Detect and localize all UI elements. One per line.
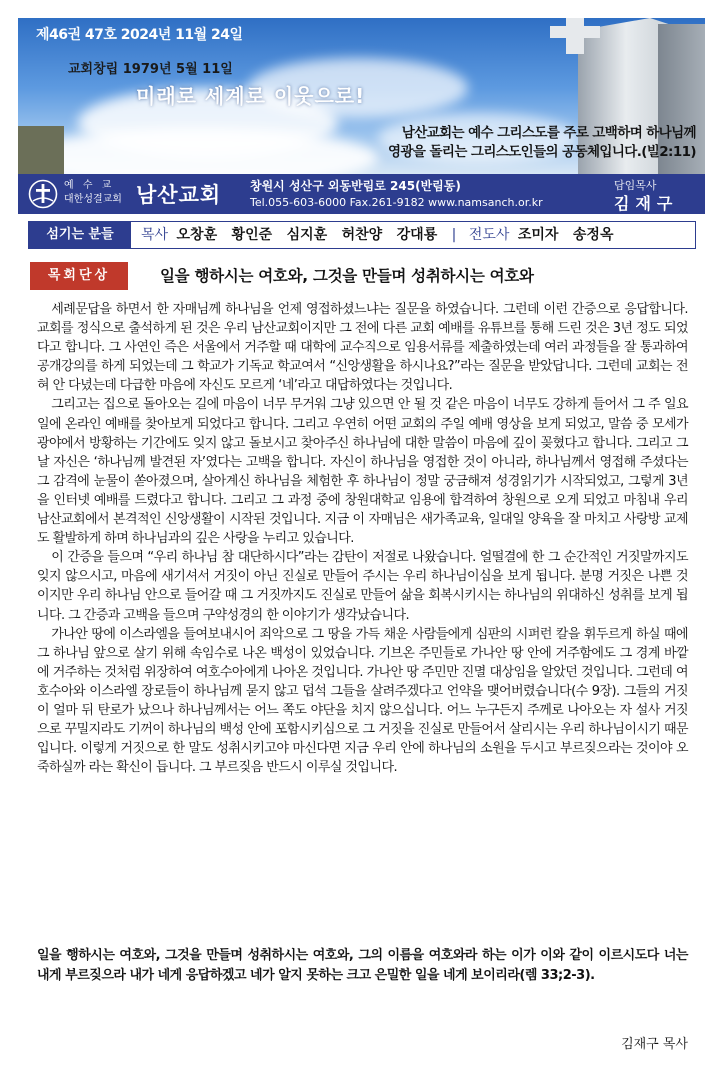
role-evangelist: 전도사 xyxy=(468,227,510,243)
church-address: 창원시 성산구 외동반림로 245(반림동) xyxy=(250,179,461,193)
senior-pastor-name: 김재구 xyxy=(614,194,679,213)
church-logo-icon xyxy=(28,179,58,209)
article-paragraph: 그리고는 집으로 돌아오는 길에 마음이 너무 무거워 그냥 있으면 안 될 것 같은 마음이 너무도 강하게 들어서 그 주 일요일에 온라인 예배를 찾아보게 되었다고 합니다. 그리고 우연히 어떤 교회의 주일 예배 영상을 보게 되었고, 말씀 중 모세가 광야에서 방황하는 기간에도 잊지 않고 돌보시고 찾아주신 하나님에 대한 말씀이 마음에 깊이 꽂혔다고 합니다. 그리고 그날 자신은 ‘하나님께 발견된 자’였다는 고백을 합니다. 자신이 하나님을 영접한 것이 아니라, 하나님께서 영접해 주셨다는 그 감격에 눈물이 쏟아졌으며, 살아계신 하나님을 체험한 후 하나님이 정말 궁금해져 성경읽기가 시작되었고, 그렇게 3년을 인터넷 예배를 드렸다고 합니다. 그리고 그 과정 중에 창원대학교 임용에 합격하여 창원으로 오게 되었고 마침내 우리 남산교회에서 본격적인 신앙생활이 시작된 것입니다. 지금 이 자매님은 새가족교육, 일대일 양육을 잘 마치고 사랑방 교제도 활발하게 하며 하나님과의 깊은 사랑을 누리고 있습니다. xyxy=(37,397,688,547)
servants-label: 섬기는 분들 xyxy=(29,222,131,248)
church-name: 남산교회 xyxy=(136,183,222,207)
pastor-role-label: 담임목사 xyxy=(614,179,657,192)
denomination-line: 예 수 교 xyxy=(64,180,115,191)
church-motto: 미래로 세계로 이웃으로! xyxy=(136,84,366,108)
church-contact: Tel.055-603-6000 Fax.261-9182 www.namsanch.or.kr xyxy=(250,196,543,209)
servant-name: 송정옥 xyxy=(572,227,614,243)
servant-name: 조미자 xyxy=(517,227,559,243)
servant-name: 강대룡 xyxy=(396,227,438,243)
role-separator: | xyxy=(451,227,457,243)
servant-name: 황인준 xyxy=(231,227,273,243)
denomination xyxy=(64,179,122,207)
denomination-line: 대한성결교회 xyxy=(64,194,122,205)
issue-info: 제46권 47호 2024년 11월 24일 xyxy=(36,27,243,43)
church-info-bar xyxy=(18,174,705,214)
servant-name: 오창훈 xyxy=(176,227,218,243)
servant-name: 심지훈 xyxy=(286,227,328,243)
mission-statement xyxy=(268,124,696,162)
article-paragraph: 가나안 땅에 이스라엘을 들여보내시어 죄악으로 그 땅을 가득 채운 사람들에게 심판의 시퍼런 칼을 휘두르게 하실 때에 그 하나님 앞으로 살기 위해 속임수로 나온 백성이 있었습니다. 기브온 주민들로 가나안 땅 안에 거주함에도 그 경계 바깥에 거주하는 것처럼 위장하여 여호수아에게 나아온 것입니다. 가나안 땅 주민만 진멸 대상임을 알았던 것입니다. 그런데 여호수아와 이스라엘 장로들이 하나님께 묻지 않고 덥석 그들을 살려주겠다고 언약을 맺어버렸습니다(수 9장). 그들의 거짓이 얼마 뒤 탄로가 났으나 하나님께서는 어느 쪽도 야단을 치지 않으십니다. 어느 누구든지 주께로 나아오는 자 설사 거짓으로 꾸밀지라도 기꺼이 하나님의 백성 안에 포함시키심으로 그 거짓을 진실로 만들어서 살리시는 우리 하나님이시기 때문입니다. 이렇게 거짓으로 한 말도 성취시키고야 마신다면 지금 우리 안에 하나님의 소원을 두시고 부르짖으라는 것이야 오죽하실까 라는 확신이 듭니다. 그 부르짖음 반드시 이루실 것입니다. xyxy=(37,626,688,776)
article-paragraph: 세례문답을 하면서 한 자매님께 하나님을 언제 영접하셨느냐는 질문을 하였습니다. 그런데 이런 간증으로 응답합니다. 교회를 정식으로 출석하게 된 것은 우리 남산교회이지만 그 전에 다른 교회 예배를 유튜브를 통해 드린 것은 3년 정도 되었다고 합니다. 그 사연인 즉은 서울에서 거주할 때 대학에 교수직으로 임용서류를 제출하였는데 여러 과정들을 잘 통과하여 공개강의를 하게 되었는데 그 학교가 기독교 학교여서 “신앙생활을 하시나요?”라는 질문을 받았답니다. 그런데 교회는 전혀 안 다녔는데 다급한 마음에 자신도 모르게 ‘네’라고 대답하였다는 것입니다. xyxy=(37,302,688,394)
article-paragraph: 이 간증을 들으며 “우리 하나님 참 대단하시다”라는 감탄이 저절로 나왔습니다. 얼떨결에 한 그 순간적인 거짓말까지도 잊지 않으시고, 마음에 새기셔서 거짓이 아닌 진실로 만들어 주시는 우리 하나님이심을 보게 됩니다. 분명 거짓은 나쁜 것이지만 우리 하나님 안으로 들어갈 때 그 거짓까지도 진실로 만들어 삶을 회복시키시는 하나님의 위대하신 성취를 보게 됩니다. 그 간증과 고백을 들으며 구약성경의 한 이야기가 생각났습니다. xyxy=(37,550,688,623)
servants-row xyxy=(28,221,696,249)
article-body xyxy=(37,300,688,777)
servant-name: 허찬양 xyxy=(341,227,383,243)
servants-list xyxy=(141,222,623,248)
article-title: 일을 행하시는 여호와, 그것을 만들며 성취하시는 여호와 xyxy=(160,267,534,285)
mission-line: 남산교회는 예수 그리스도를 주로 고백하며 하나님께 xyxy=(401,125,696,141)
cross-icon-bar xyxy=(550,26,600,38)
section-tag: 목회단상 xyxy=(30,262,128,290)
scripture-verse: 일을 행하시는 여호와, 그것을 만들며 성취하시는 여호와, 그의 이름을 여호와라 하는 이가 이와 같이 이르시도다 너는 내게 부르짖으라 내가 네게 응답하겠고 네가 알지 못하는 크고 은밀한 일을 네게 보이리라(렘 33;2-3). xyxy=(37,948,688,983)
author-signature: 김재구 목사 xyxy=(621,1037,688,1052)
role-pastor: 목사 xyxy=(141,227,169,243)
building-photo xyxy=(18,126,64,174)
header-banner xyxy=(18,18,705,174)
mission-line: 영광을 돌리는 그리스도인들의 공동체입니다.(빌2:11) xyxy=(388,144,696,160)
founded-date: 교회창립 1979년 5월 11일 xyxy=(68,62,233,77)
